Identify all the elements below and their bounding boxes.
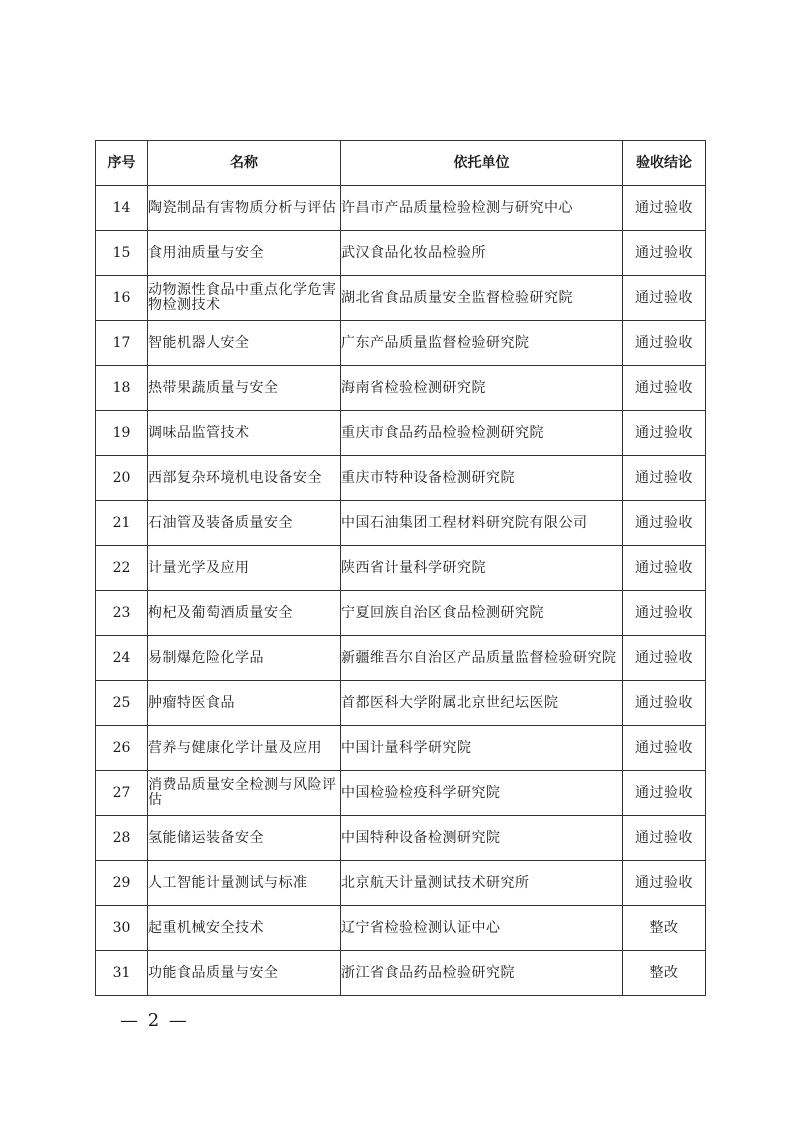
- table-row: [96, 816, 706, 861]
- row-name: 肿瘤特医食品: [148, 681, 341, 726]
- row-name: 消费品质量安全检测与风险评估: [148, 771, 341, 816]
- row-result: 通过验收: [623, 231, 706, 276]
- table-row: [96, 906, 706, 951]
- row-result: 通过验收: [623, 456, 706, 501]
- header-result: 验收结论: [623, 141, 706, 186]
- row-unit: 海南省检验检测研究院: [341, 366, 623, 411]
- header-number: 序号: [96, 141, 148, 186]
- row-name: 石油管及装备质量安全: [148, 501, 341, 546]
- row-name: 营养与健康化学计量及应用: [148, 726, 341, 771]
- table-row: [96, 186, 706, 231]
- table-row: [96, 276, 706, 321]
- row-name: 氢能储运装备安全: [148, 816, 341, 861]
- table-row: [96, 861, 706, 906]
- row-unit: 陕西省计量科学研究院: [341, 546, 623, 591]
- row-name: 功能食品质量与安全: [148, 951, 341, 996]
- table-row: [96, 231, 706, 276]
- row-result: 通过验收: [623, 681, 706, 726]
- row-number: 31: [96, 951, 148, 996]
- row-number: 15: [96, 231, 148, 276]
- row-number: 23: [96, 591, 148, 636]
- table-row: [96, 771, 706, 816]
- row-unit: 中国特种设备检测研究院: [341, 816, 623, 861]
- row-result: 通过验收: [623, 501, 706, 546]
- table-row: [96, 636, 706, 681]
- table-row: [96, 321, 706, 366]
- row-unit: 新疆维吾尔自治区产品质量监督检验研究院: [341, 636, 623, 681]
- row-name: 人工智能计量测试与标准: [148, 861, 341, 906]
- header-name: 名称: [148, 141, 341, 186]
- row-name: 枸杞及葡萄酒质量安全: [148, 591, 341, 636]
- row-result: 通过验收: [623, 726, 706, 771]
- row-name: 热带果蔬质量与安全: [148, 366, 341, 411]
- table-row: [96, 411, 706, 456]
- acceptance-results-table: [95, 140, 706, 996]
- row-unit: 重庆市食品药品检验检测研究院: [341, 411, 623, 456]
- table-row: [96, 366, 706, 411]
- row-number: 24: [96, 636, 148, 681]
- row-number: 17: [96, 321, 148, 366]
- table-body: [96, 186, 706, 996]
- row-unit: 辽宁省检验检测认证中心: [341, 906, 623, 951]
- row-result: 通过验收: [623, 186, 706, 231]
- row-name: 智能机器人安全: [148, 321, 341, 366]
- row-number: 22: [96, 546, 148, 591]
- row-result: 通过验收: [623, 366, 706, 411]
- row-result: 整改: [623, 906, 706, 951]
- row-number: 26: [96, 726, 148, 771]
- row-number: 28: [96, 816, 148, 861]
- table-row: [96, 591, 706, 636]
- row-unit: 许昌市产品质量检验检测与研究中心: [341, 186, 623, 231]
- row-name: 动物源性食品中重点化学危害物检测技术: [148, 276, 341, 321]
- row-number: 27: [96, 771, 148, 816]
- row-result: 整改: [623, 951, 706, 996]
- table-header-row: [96, 141, 706, 186]
- row-unit: 中国计量科学研究院: [341, 726, 623, 771]
- table-row: [96, 501, 706, 546]
- row-number: 18: [96, 366, 148, 411]
- table-row: [96, 681, 706, 726]
- row-number: 30: [96, 906, 148, 951]
- row-number: 25: [96, 681, 148, 726]
- table-row: [96, 726, 706, 771]
- row-result: 通过验收: [623, 861, 706, 906]
- row-result: 通过验收: [623, 411, 706, 456]
- row-name: 陶瓷制品有害物质分析与评估: [148, 186, 341, 231]
- row-unit: 宁夏回族自治区食品检测研究院: [341, 591, 623, 636]
- row-unit: 首都医科大学附属北京世纪坛医院: [341, 681, 623, 726]
- row-unit: 中国石油集团工程材料研究院有限公司: [341, 501, 623, 546]
- header-unit: 依托单位: [341, 141, 623, 186]
- row-unit: 中国检验检疫科学研究院: [341, 771, 623, 816]
- row-unit: 浙江省食品药品检验研究院: [341, 951, 623, 996]
- row-name: 食用油质量与安全: [148, 231, 341, 276]
- row-name: 计量光学及应用: [148, 546, 341, 591]
- row-result: 通过验收: [623, 591, 706, 636]
- row-result: 通过验收: [623, 546, 706, 591]
- row-unit: 北京航天计量测试技术研究所: [341, 861, 623, 906]
- page-number: — 2 —: [120, 1010, 189, 1031]
- row-result: 通过验收: [623, 771, 706, 816]
- row-number: 20: [96, 456, 148, 501]
- row-result: 通过验收: [623, 816, 706, 861]
- row-result: 通过验收: [623, 276, 706, 321]
- row-unit: 湖北省食品质量安全监督检验研究院: [341, 276, 623, 321]
- row-unit: 广东产品质量监督检验研究院: [341, 321, 623, 366]
- row-name: 调味品监管技术: [148, 411, 341, 456]
- table-row: [96, 456, 706, 501]
- row-number: 14: [96, 186, 148, 231]
- row-number: 16: [96, 276, 148, 321]
- row-number: 29: [96, 861, 148, 906]
- table-row: [96, 951, 706, 996]
- table-row: [96, 546, 706, 591]
- row-number: 19: [96, 411, 148, 456]
- row-unit: 武汉食品化妆品检验所: [341, 231, 623, 276]
- row-name: 西部复杂环境机电设备安全: [148, 456, 341, 501]
- row-unit: 重庆市特种设备检测研究院: [341, 456, 623, 501]
- row-result: 通过验收: [623, 321, 706, 366]
- row-result: 通过验收: [623, 636, 706, 681]
- row-name: 易制爆危险化学品: [148, 636, 341, 681]
- row-number: 21: [96, 501, 148, 546]
- row-name: 起重机械安全技术: [148, 906, 341, 951]
